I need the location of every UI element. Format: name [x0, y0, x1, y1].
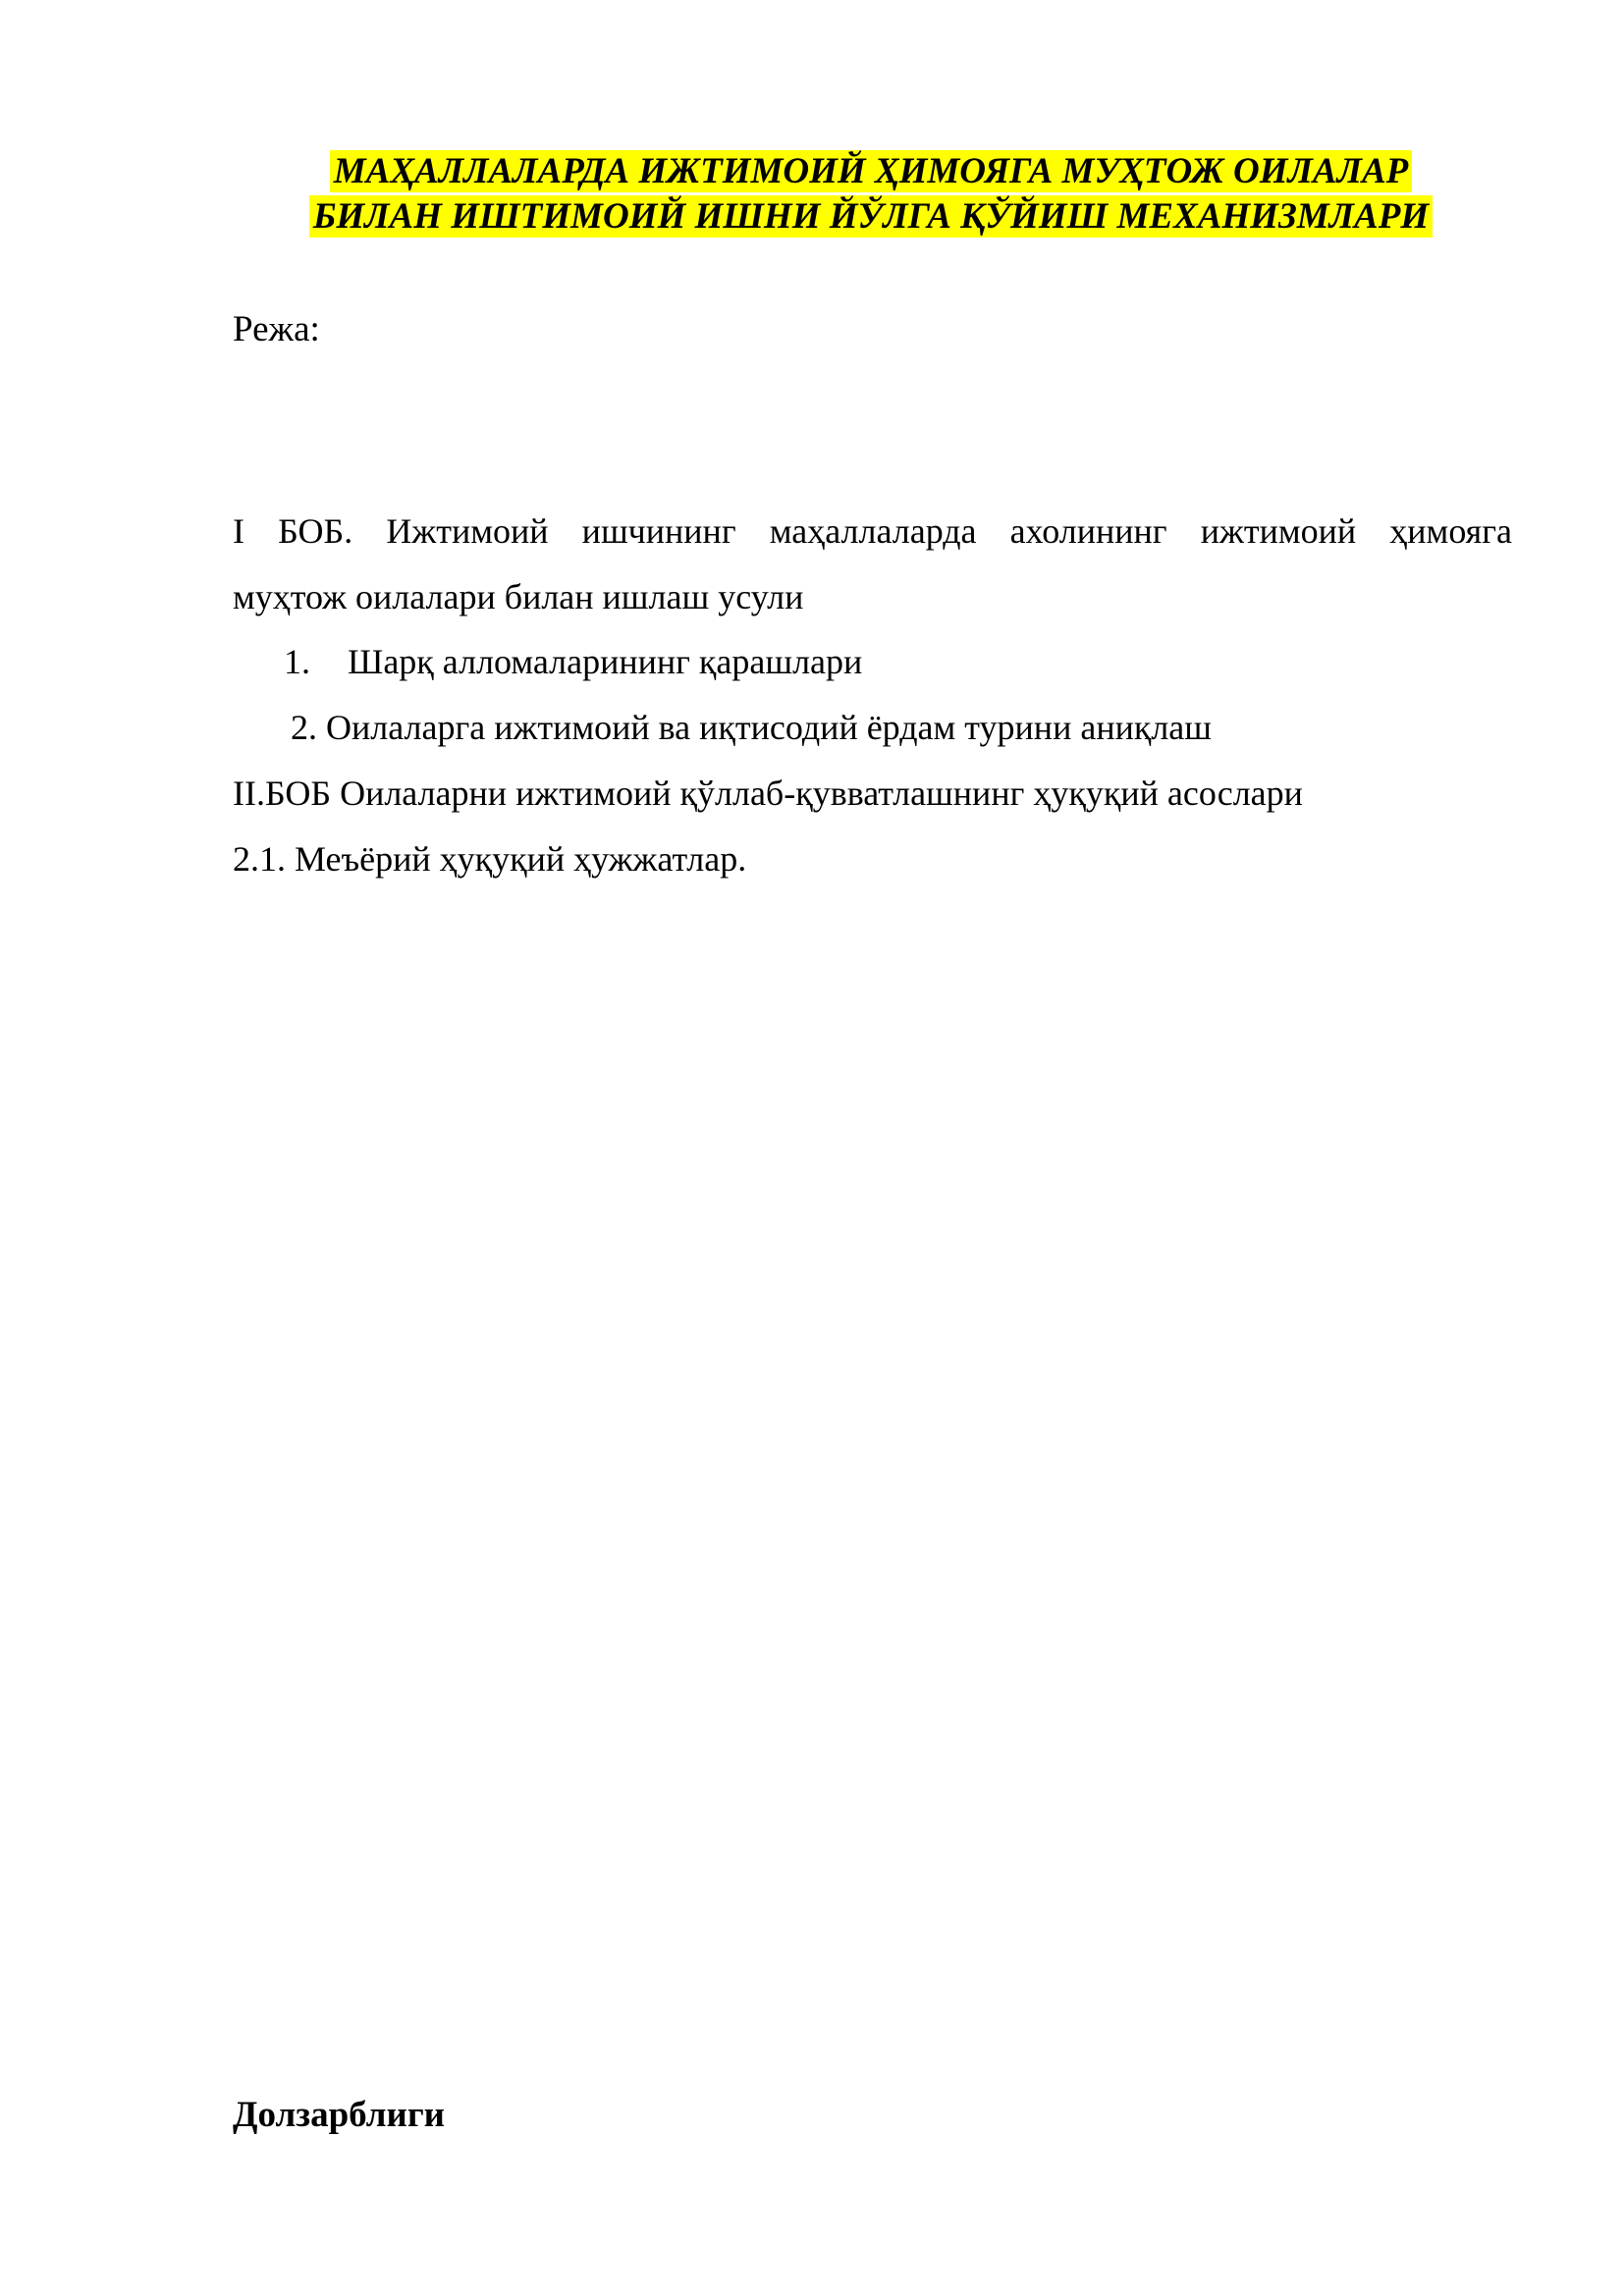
- plan-item-1: [284, 639, 862, 684]
- chapter1-word: ахолининг: [1009, 511, 1167, 551]
- document-title: [233, 149, 1509, 240]
- plan-label: Режа:: [233, 309, 320, 349]
- chapter1-word: маҳаллаларда: [769, 511, 977, 551]
- relevance-heading: Долзарблиги: [233, 2095, 445, 2135]
- section-2-1: 2.1. Меъёрий ҳуқуқий ҳужжатлар.: [233, 839, 747, 879]
- chapter1-word: ишчининг: [581, 511, 736, 551]
- chapter1-heading-line1: [233, 508, 1512, 554]
- chapter1-word: ҳимояга: [1389, 511, 1512, 551]
- chapter1-word: ижтимоий: [1200, 511, 1357, 551]
- plan-item-1-number: 1.: [284, 642, 310, 681]
- title-line-2: БИЛАН ИШТИМОИЙ ИШНИ ЙЎЛГА ҚЎЙИШ МЕХАНИЗМЛАРИ: [309, 195, 1433, 238]
- chapter1-heading-line2: муҳтож оилалари билан ишлаш усули: [233, 577, 804, 616]
- chapter1-word: БОБ.: [278, 511, 353, 551]
- chapter1-word: I: [233, 511, 244, 551]
- chapter1-word: Ижтимоий: [386, 511, 549, 551]
- plan-item-1-text: Шарқ алломаларининг қарашлари: [348, 642, 863, 681]
- plan-item-2: 2. Оилаларга ижтимоий ва иқтисодий ёрдам турини аниқлаш: [291, 708, 1213, 747]
- title-line-1: МАҲАЛЛАЛАРДА ИЖТИМОИЙ ҲИМОЯГА МУҲТОЖ ОИЛАЛАР: [330, 150, 1412, 192]
- chapter2-heading: II.БОБ Оилаларни ижтимоий қўллаб-қувватлашнинг ҳуқуқий асослари: [233, 774, 1303, 813]
